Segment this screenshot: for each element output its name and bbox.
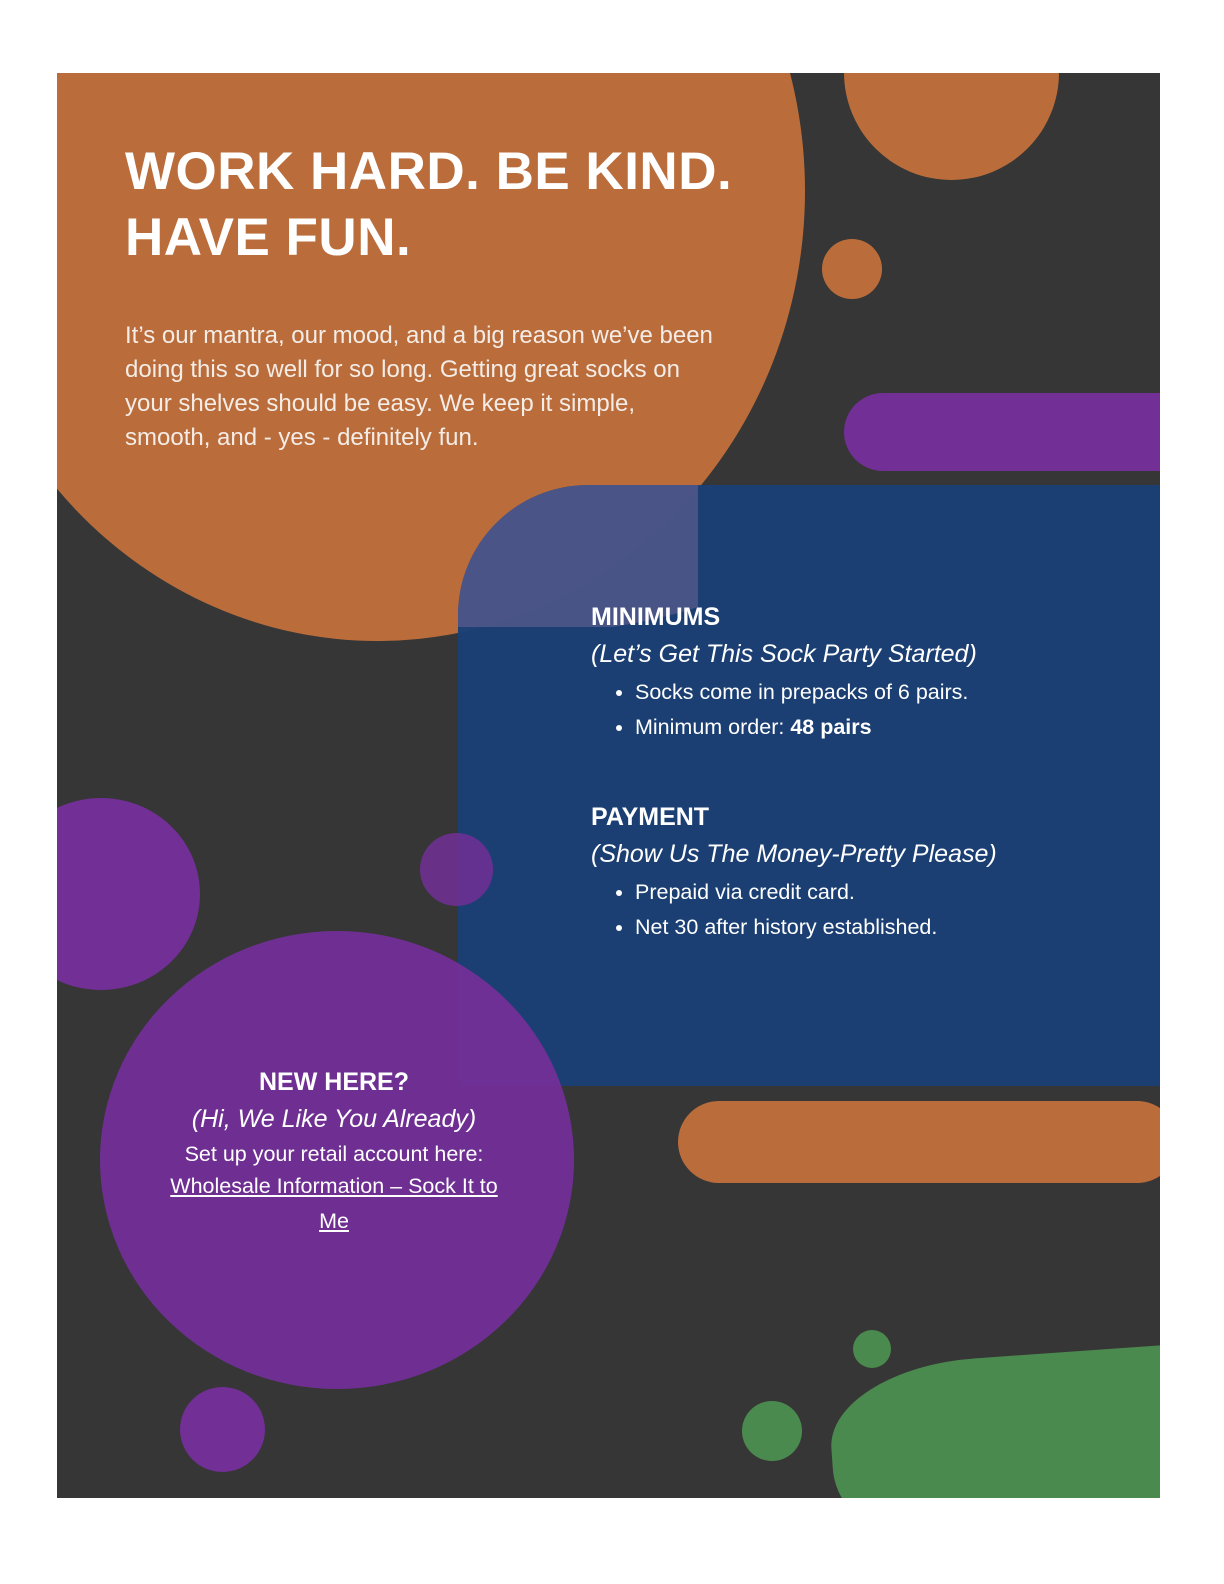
payment-title: PAYMENT [591, 803, 710, 831]
minimums-subtitle: (Let’s Get This Sock Party Started) [591, 640, 977, 668]
payment-section [591, 803, 1131, 945]
intro-paragraph: It’s our mantra, our mood, and a big reason we’ve been doing this so well for so long. Getting great socks on your shelves should be easy. We keep it simple, smooth, and - yes - definitely fun. [125, 322, 713, 451]
new-here-subtitle: (Hi, We Like You Already) [191, 1105, 477, 1133]
left-purple-circle-decoration [57, 798, 200, 990]
min-order-value: 48 pairs [790, 715, 872, 739]
new-here-section [109, 1068, 559, 1239]
minimums-title: MINIMUMS [591, 603, 721, 631]
green-dot-decoration [742, 1401, 802, 1461]
payment-list [591, 875, 1131, 945]
min-order-label: Minimum order: [635, 715, 791, 739]
minimums-section [591, 603, 1131, 745]
top-right-orange-circle-decoration [844, 73, 1059, 180]
small-orange-dot-decoration [822, 239, 882, 299]
bottom-purple-dot-decoration [180, 1387, 265, 1472]
flyer-panel [57, 73, 1160, 1498]
new-here-title: NEW HERE? [259, 1068, 409, 1096]
minimums-list [591, 675, 1131, 745]
purple-pill-decoration [844, 393, 1160, 471]
wholesale-info-link[interactable]: Wholesale Information – Sock It to Me [170, 1174, 498, 1233]
headline: WORK HARD. BE KIND. HAVE FUN. [125, 142, 733, 267]
small-green-dot-decoration [853, 1330, 891, 1368]
list-item [635, 710, 1131, 745]
list-item: • Socks come in prepacks of 6 pairs. [635, 675, 1131, 710]
orange-pill-decoration [678, 1101, 1160, 1183]
small-purple-circle-decoration [420, 833, 493, 906]
list-item: • Net 30 after history established. [635, 910, 1131, 945]
list-item: • Prepaid via credit card. [635, 875, 1131, 910]
payment-subtitle: (Show Us The Money-Pretty Please) [591, 840, 997, 868]
new-here-instruction: Set up your retail account here: [184, 1142, 484, 1166]
